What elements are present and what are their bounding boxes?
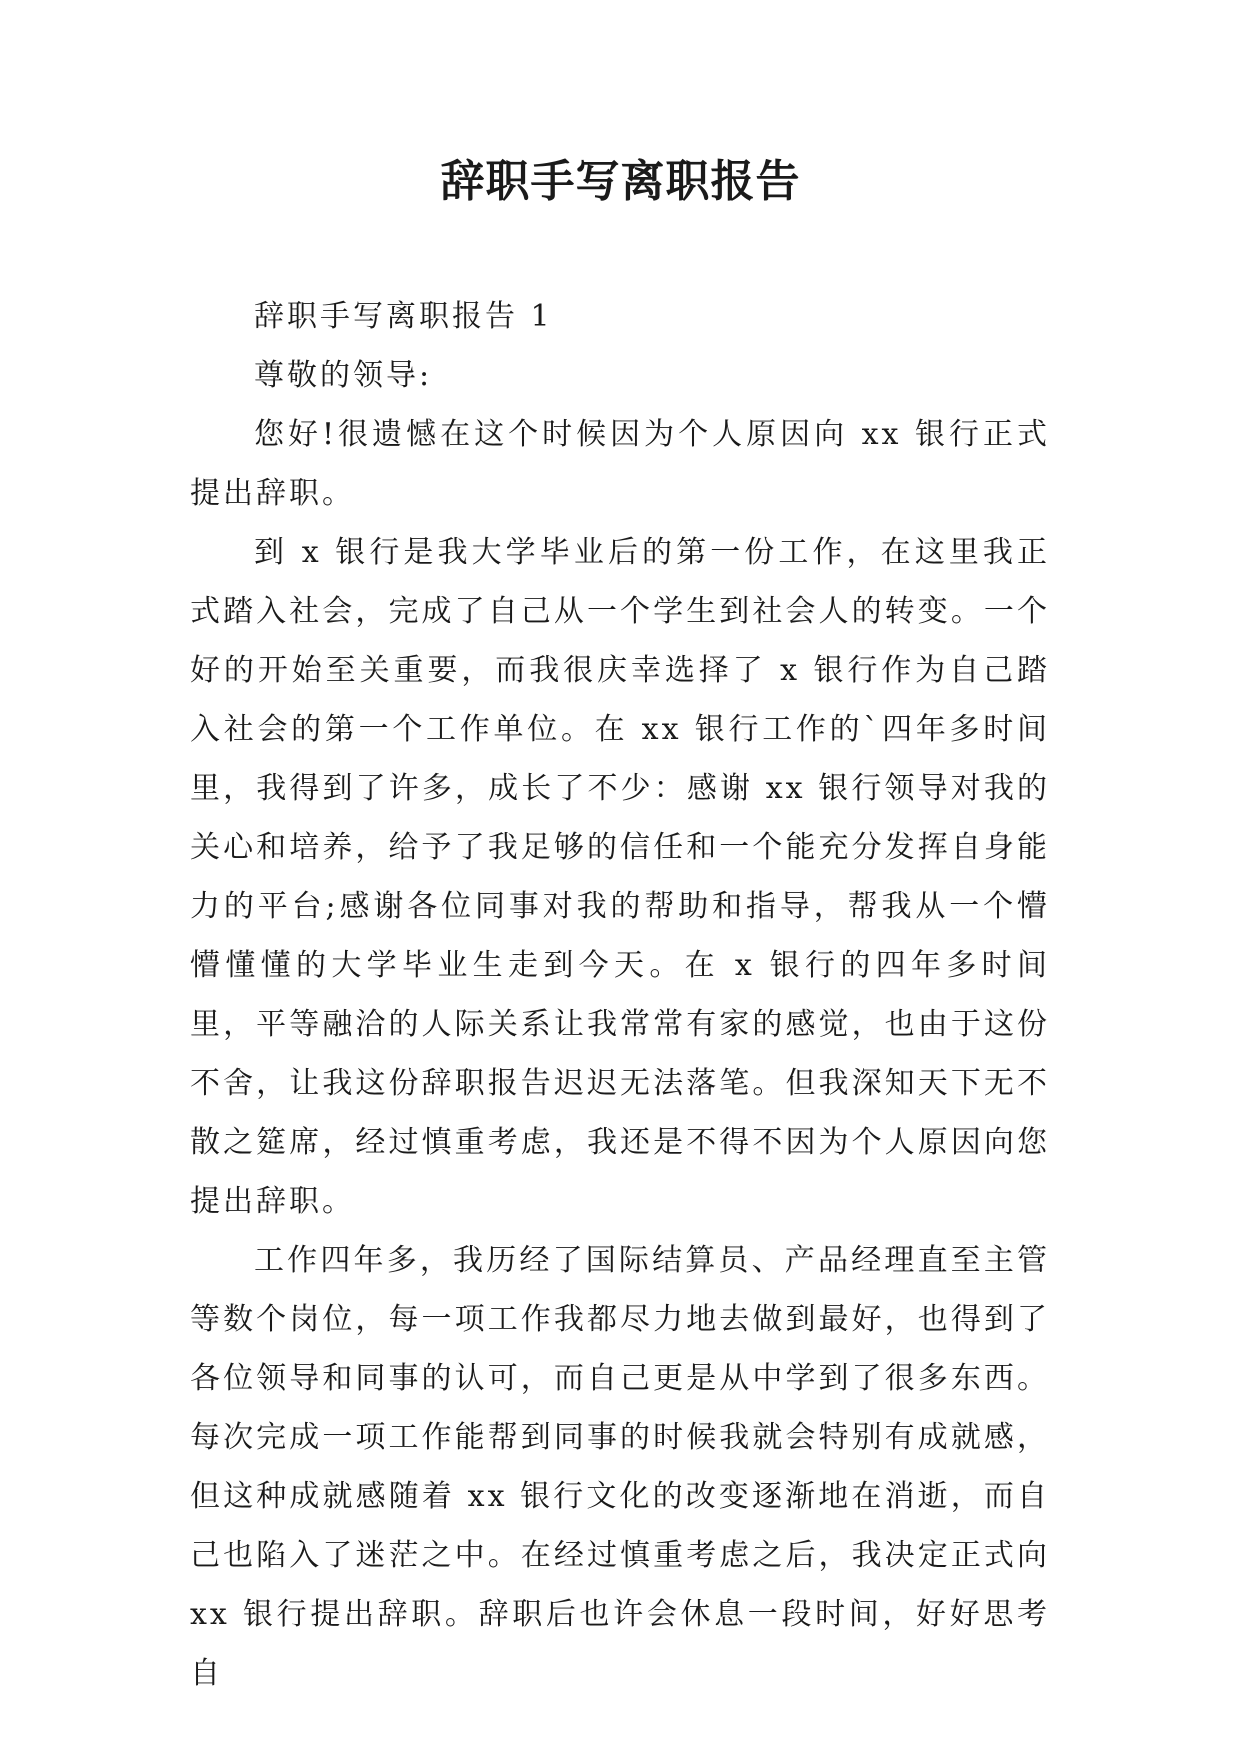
salutation: 尊敬的领导: <box>254 358 433 393</box>
body-paragraph: 到 x 银行是我大学毕业后的第一份工作，在这里我正式踏入社会，完成了自己从一个学生到社会人的转变。一个好的开始至关重要，而我很庆幸选择了 x 银行作为自己踏入社会的第一个工作单位。在 xx 银行工作的`四年多时间里，我得到了许多，成长了不少：感谢 xx 银行领导对我的关心和培养，给予了我足够的信任和一个能充分发挥自身能力的平台;感谢各位同事对我的帮助和指导，帮我从一个懵懵懂懂的大学毕业生走到今天。在 x 银行的四年多时间里，平等融洽的人际关系让我常常有家的感觉，也由于这份不舍，让我这份辞职报告迟迟无法落笔。但我深知天下无不散之筵席，经过慎重考虑，我还是不得不因为个人原因向您提出辞职。 <box>190 535 1050 1219</box>
body-paragraph: 工作四年多，我历经了国际结算员、产品经理直至主管等数个岗位，每一项工作我都尽力地去做到最好，也得到了各位领导和同事的认可，而自己更是从中学到了很多东西。每次完成一项工作能帮到同事的时候我就会特别有成就感，但这种成就感随着 xx 银行文化的改变逐渐地在消逝，而自己也陷入了迷茫之中。在经过慎重考虑之后，我决定正式向 xx 银行提出辞职。辞职后也许会休息一段时间，好好思考自 <box>190 1243 1063 1691</box>
document-body <box>190 287 1063 1703</box>
document-title: 辞职手写离职报告 <box>440 156 801 207</box>
body-paragraph: 您好!很遗憾在这个时候因为个人原因向 xx 银行正式提出辞职。 <box>190 417 1050 511</box>
section-heading: 辞职手写离职报告 1 <box>254 299 553 334</box>
